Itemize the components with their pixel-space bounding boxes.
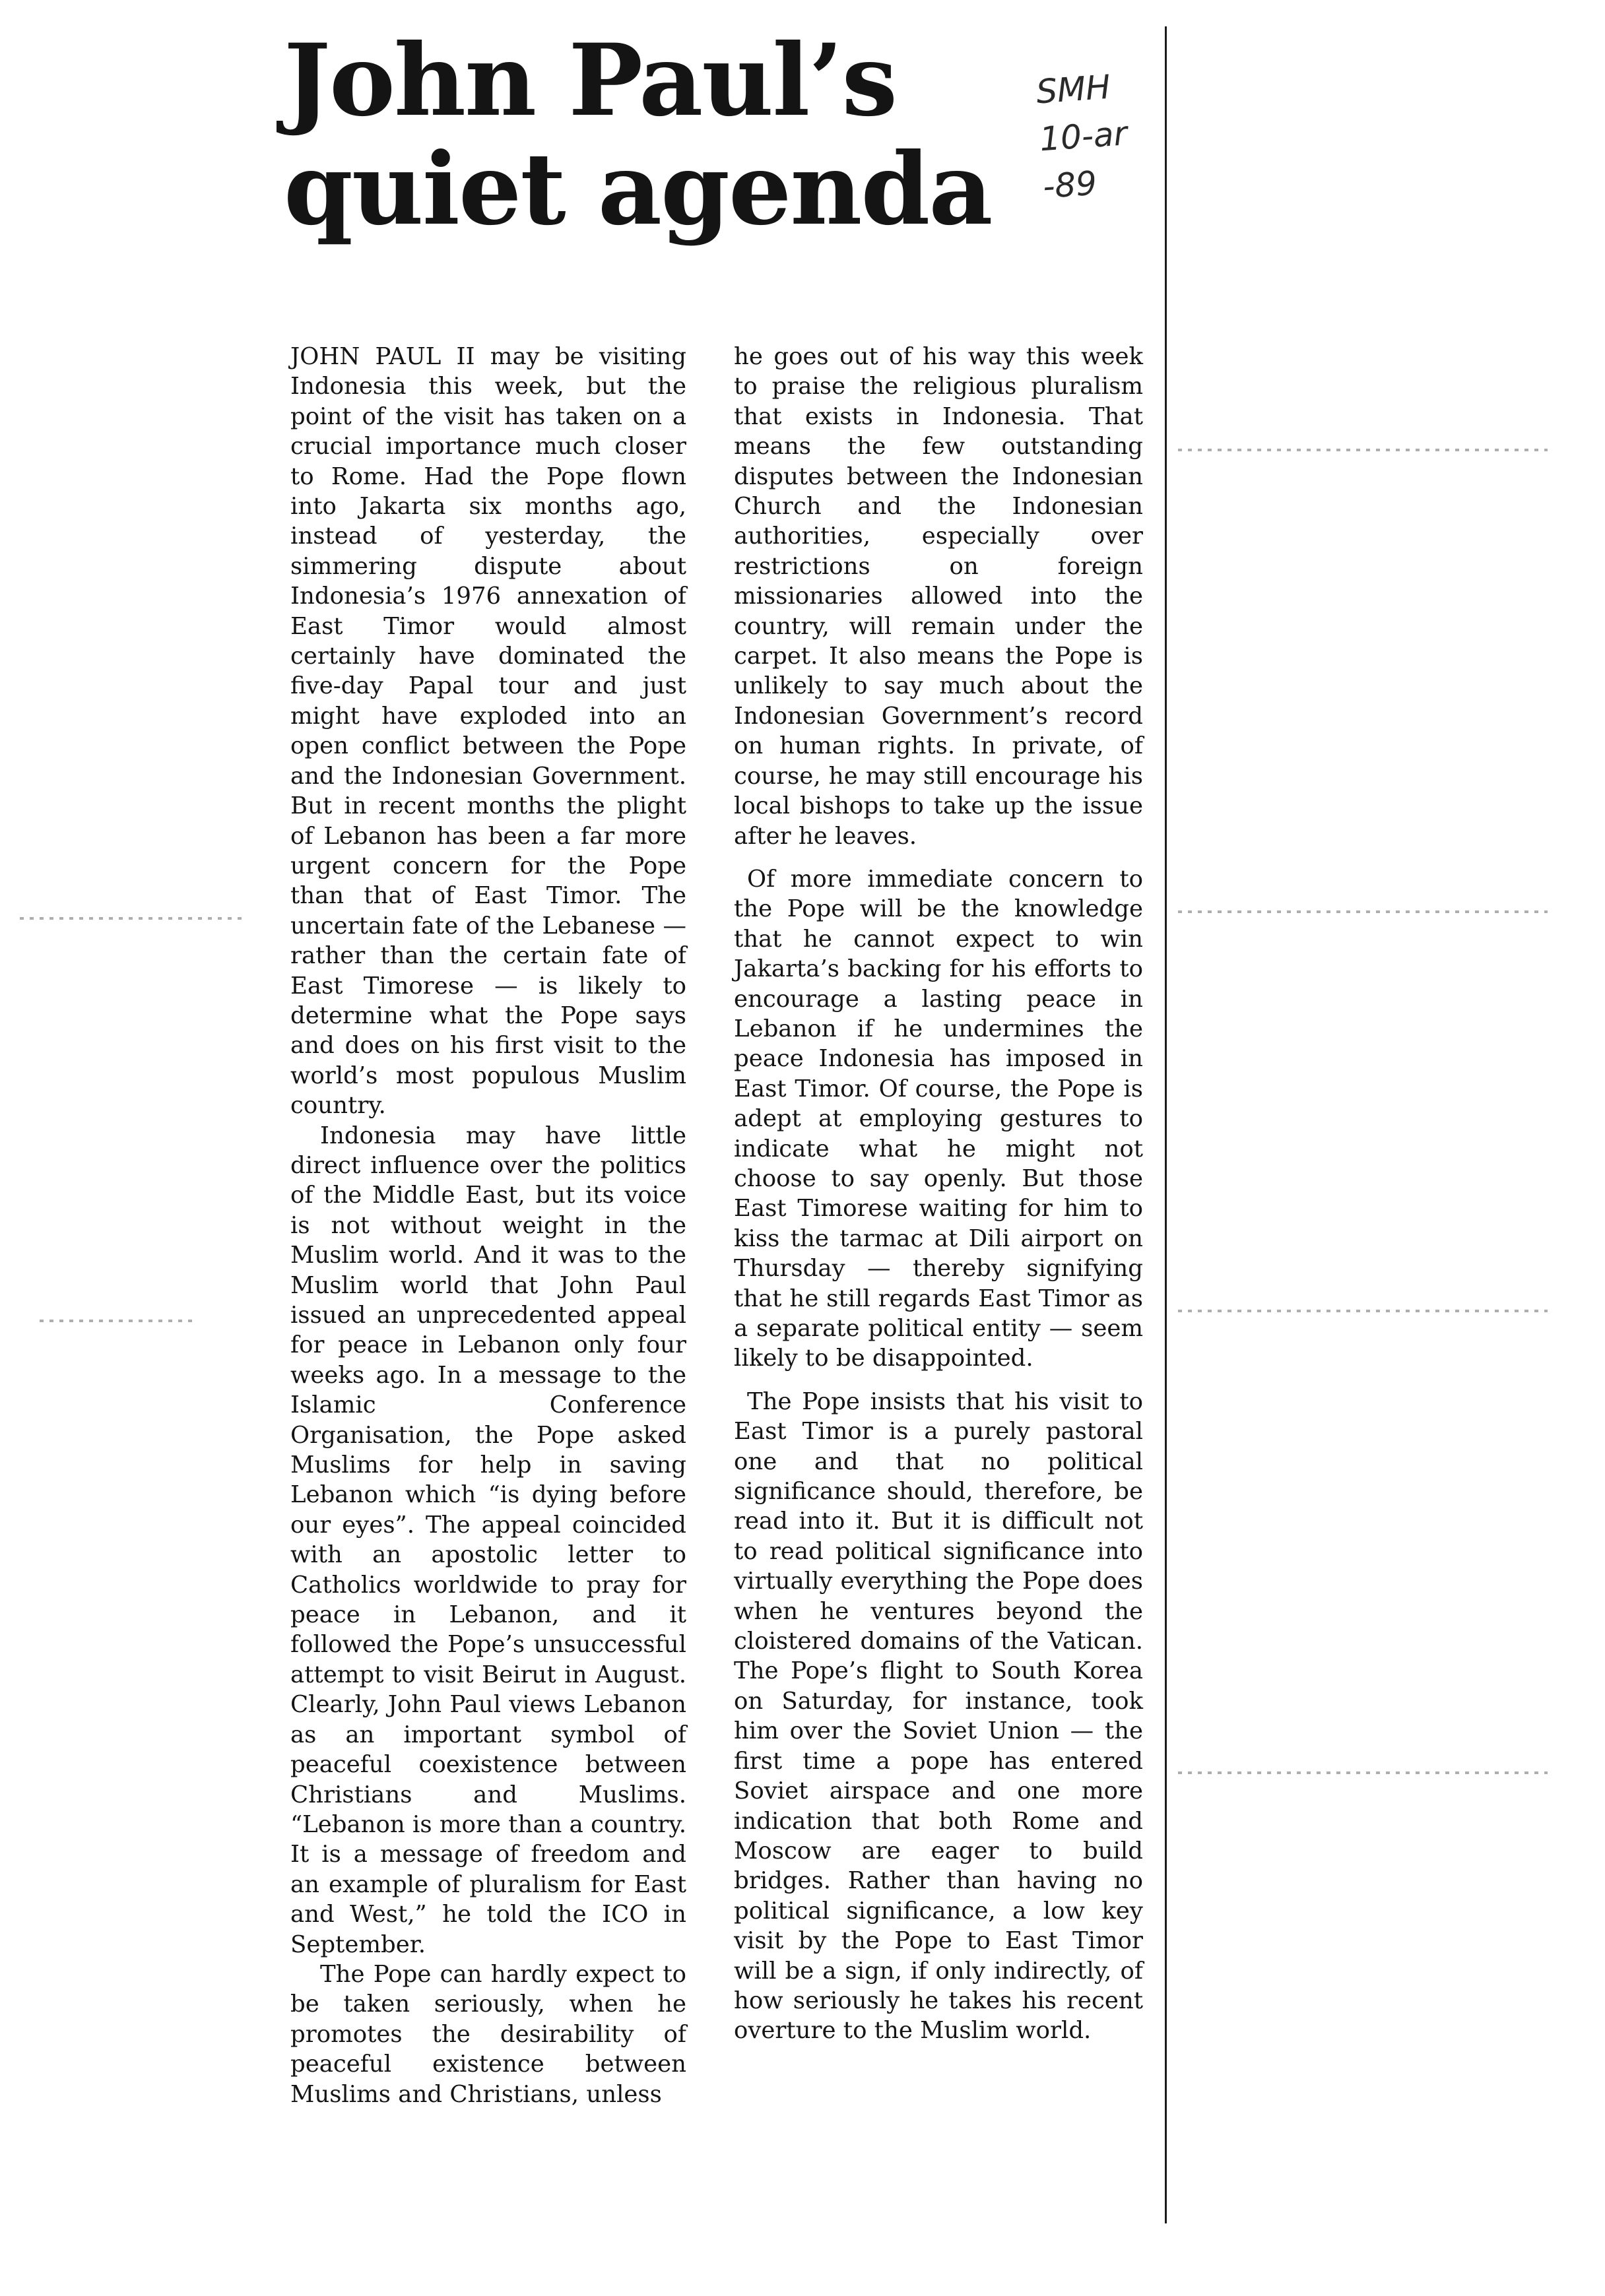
- article-paragraph: JOHN PAUL II may be visiting Indonesia this week, but the point of the visit has taken on a crucial importance much closer to Rome. Had the Pope flown into Jakarta six months ago, instead of yesterday, the simmering dispute about Indonesia’s 1976 annexation of East Timor would almost certainly have dominated the five-day Papal tour and just might have exploded into an open conflict between the Pope and the Indonesian Government. But in recent months the plight of Lebanon has been a far more urgent concern for the Pope than that of East Timor. The uncertain fate of the Lebanese — rather than the certain fate of East Timorese — is likely to determine what the Pope says and does on his first visit to the world’s most populous Muslim country.: [290, 343, 686, 1120]
- column-rule: [1165, 26, 1167, 2223]
- headline-line-1: John Paul’s: [284, 22, 897, 139]
- scan-artifact: [1178, 1771, 1548, 1774]
- article-paragraph: The Pope can hardly expect to be taken seriously, when he promotes the desirability of peaceful existence between Muslims and Christians, unless: [290, 1960, 686, 2108]
- scan-artifact: [40, 1320, 198, 1322]
- handwritten-note-year: -89: [1041, 164, 1098, 207]
- scan-artifact: [20, 917, 244, 920]
- article-column-1: [290, 342, 686, 2109]
- handwritten-note-date: 10-ar: [1038, 114, 1129, 159]
- handwritten-note-source: SMH: [1035, 67, 1112, 112]
- scan-artifact: [1178, 910, 1548, 913]
- article-paragraph: he goes out of his way this week to praise the religious pluralism that exists in Indonesia. That means the few outstanding disputes between the Indonesian Church and the Indonesian authorities, especially over restrictions on foreign missionaries allowed into the country, will remain under the carpet. It also means the Pope is unlikely to say much about the Indonesian Government’s record on human rights. In private, of course, he may still encourage his local bishops to take up the issue after he leaves.: [734, 343, 1143, 850]
- headline-line-2: quiet agenda: [284, 131, 992, 247]
- article-paragraph: Indonesia may have little direct influence over the politics of the Middle East, but its voice is not without weight in the Muslim world. And it was to the Muslim world that John Paul issued an unprecedented appeal for peace in Lebanon only four weeks ago. In a message to the Islamic Conference Organisation, the Pope asked Muslims for help in saving Lebanon which “is dying before our eyes”. The appeal coincided with an apostolic letter to Catholics worldwide to pray for peace in Lebanon, and it followed the Pope’s unsuccessful attempt to visit Beirut in August. Clearly, John Paul views Lebanon as an important symbol of peaceful coexistence between Christians and Muslims. “Lebanon is more than a country. It is a message of freedom and an example of pluralism for East and West,” he told the ICO in September.: [290, 1122, 686, 1958]
- article-paragraph: Of more immediate concern to the Pope will be the knowledge that he cannot expect to win Jakarta’s backing for his efforts to encourage a lasting peace in Lebanon if he undermines the peace Indonesia has imposed in East Timor. Of course, the Pope is adept at employing gestures to indicate what he might not choose to say openly. But those East Timorese waiting for him to kiss the tarmac at Dili airport on Thursday — thereby signifying that he still regards East Timor as a separate political entity — seem likely to be disappointed.: [734, 865, 1143, 1372]
- article-column-2: [734, 342, 1143, 2046]
- handwritten-note: [1035, 57, 1202, 210]
- article-paragraph: The Pope insists that his visit to East Timor is a purely pastoral one and that no political significance should, therefore, be read into it. But it is difficult not to read political significance into virtually everything the Pope does when he ventures beyond the cloistered domains of the Vatican. The Pope’s flight to South Korea on Saturday, for instance, took him over the Soviet Union — the first time a pope has entered Soviet airspace and one more indication that both Rome and Moscow are eager to build bridges. Rather than having no political significance, a low key visit by the Pope to East Timor will be a sign, if only indirectly, of how seriously he takes his recent overture to the Muslim world.: [734, 1387, 1143, 2045]
- scan-artifact: [1178, 1310, 1548, 1312]
- scan-artifact: [1178, 449, 1548, 451]
- headline: [284, 22, 1076, 247]
